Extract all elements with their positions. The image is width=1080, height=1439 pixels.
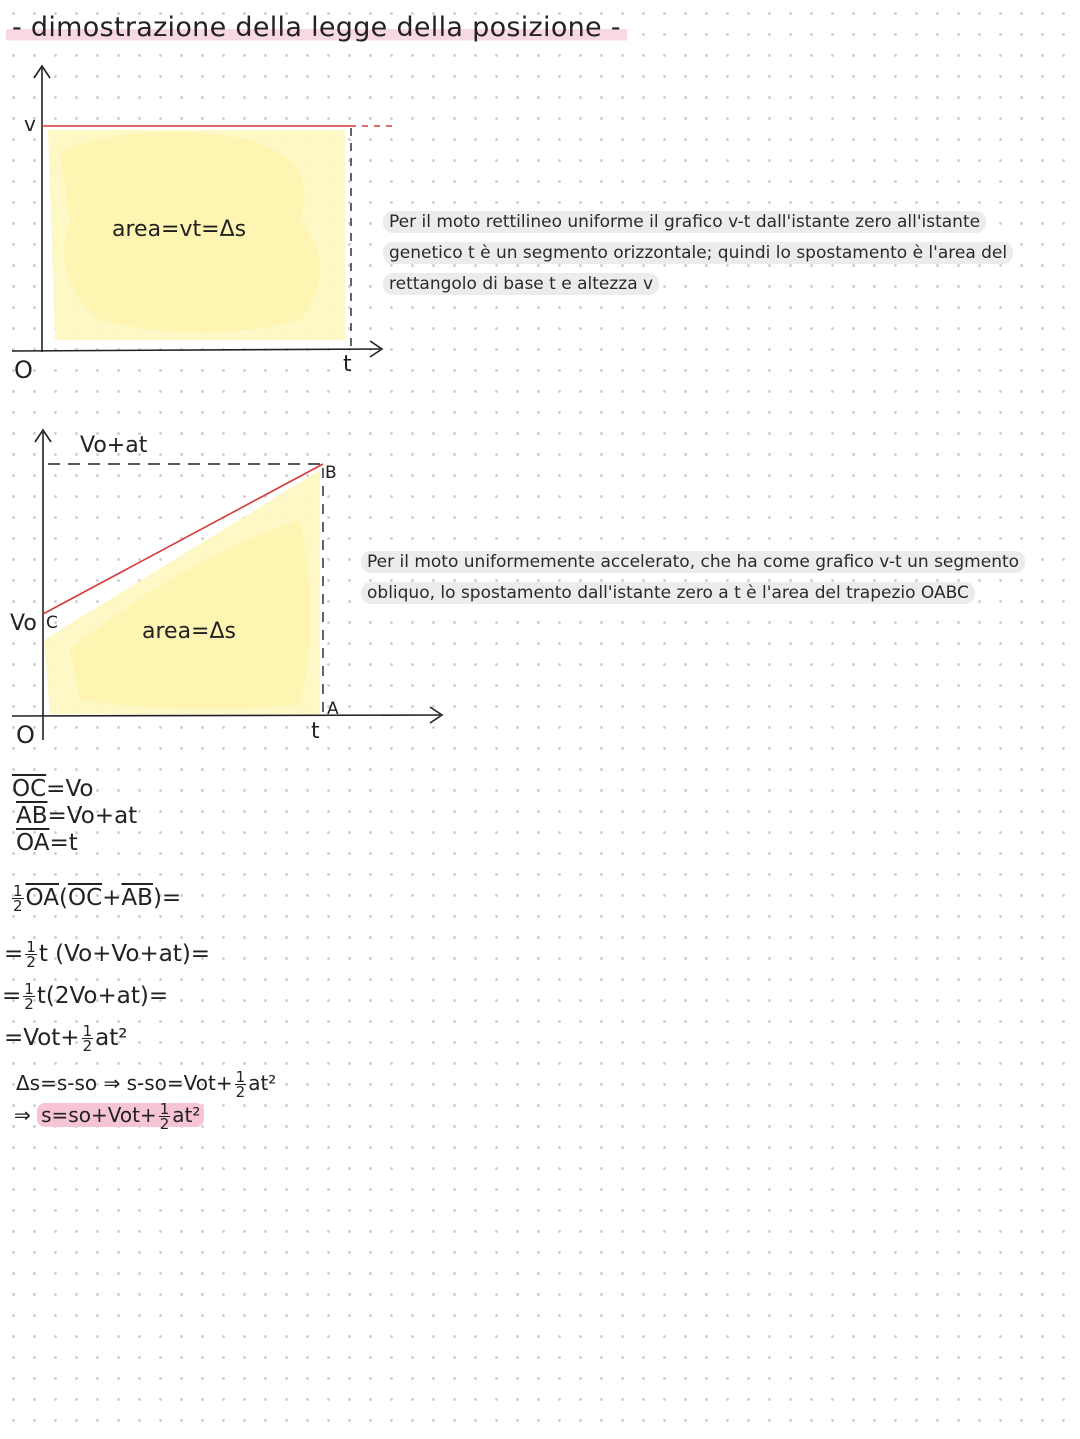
graph2-note: Per il moto uniformemente accelerato, che ha come grafico v-t un segmento obliquo, lo spostamento dall'istante zero a t è l'area del trapezio OABC [361,547,1061,609]
step-result: =Vot+ $\frac{1}{2}$ at² [4,1022,128,1055]
def-oc: $\overline{OC}=Vo$ [12,776,94,802]
fraction-half: $\frac{1}{2}$ [82,1022,93,1055]
graph2-vo-label: Vo [10,611,37,636]
graph2-t-axis [12,715,440,716]
final-formula-highlight: s=so+Vot+ $\frac{1}{2}$ at² [37,1103,204,1127]
graph1-t-axis [12,349,380,351]
graph2-area-label: area=Δs [142,619,237,644]
fraction-half: $\frac{1}{2}$ [26,938,36,971]
graph2-t-label: t [311,719,320,744]
fraction-half: $\frac{1}{2}$ [24,980,34,1013]
graph1-v-label: v [24,112,36,136]
def-oa: $\overline{OA}=t$ [16,830,78,856]
graph1-area-label: area=vt=Δs [112,217,247,242]
def-ab: $\overline{AB}=Vo+at$ [16,803,138,829]
graph1-note: Per il moto rettilineo uniforme il grafico v-t dall'istante zero all'istante genetico t è un segmento orizzontale; quindi lo spostamento è l'area del rettangolo di base t e altezza v [383,207,1043,300]
final-position-law: ⇒ s=so+Vot+ $\frac{1}{2}$ at² [14,1102,204,1131]
page-title: - dimostrazione della legge della posizione - [6,12,627,43]
step-substitution: = $\frac{1}{2}$ t (Vo+Vo+at)= [4,938,211,971]
graph2-a-label: A [327,699,339,719]
step-trapezoid-area: $\frac{1}{2}$ $\overline{OA}(\overline{OC}+\overline{AB})=$ [13,882,182,915]
fraction-half: $\frac{1}{2}$ [235,1068,246,1101]
graph1-t-label: t [343,352,352,377]
fraction-half: $\frac{1}{2}$ [159,1100,170,1133]
graph2-top-label: Vo+at [80,433,148,458]
graph2-c-label: C [46,613,58,633]
graph-uniform-motion [0,60,420,390]
graph2-b-label: B [325,463,337,483]
step-delta-s: Δs=s-so ⇒ s-so=Vot+ $\frac{1}{2}$ at² [16,1068,277,1101]
step-simplify: = $\frac{1}{2}$ t(2Vo+at)= [2,980,169,1013]
fraction-half: $\frac{1}{2}$ [13,882,23,915]
graph1-origin-label: O [14,356,33,384]
graph2-origin-label: O [16,721,35,749]
